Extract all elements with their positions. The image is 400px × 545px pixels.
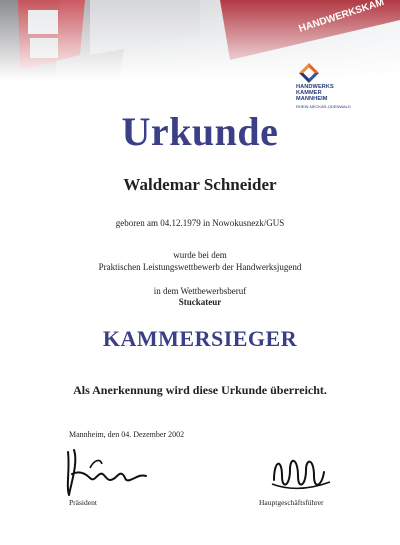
certificate-title: Urkunde (121, 109, 279, 154)
president-label: Präsident (69, 498, 97, 507)
president-signature (60, 440, 155, 500)
line-2: Praktischen Leistungswettbewerb der Handwerksjugend (98, 262, 302, 272)
birth-line: geboren am 04.12.1979 in Nowokusnezk/GUS (115, 218, 285, 228)
line-3: in dem Wettbewerbsberuf (153, 286, 247, 296)
recipient-name: Waldemar Schneider (123, 175, 277, 194)
place-date: Mannheim, den 04. Dezember 2002 (69, 430, 185, 439)
logo-line-1: HANDWERKS (296, 84, 334, 90)
hwk-logo-icon (298, 62, 320, 84)
logo-line-3: MANNHEIM (296, 96, 328, 102)
trade: Stuckateur (178, 297, 222, 307)
recognition-text: Als Anerkennung wird diese Urkunde überreicht. (73, 383, 327, 397)
award-title: KAMMERSIEGER (102, 326, 298, 351)
managing-director-signature (268, 450, 338, 495)
logo-subline: RHEIN-NECKAR-ODENWALD (296, 104, 351, 109)
line-1: wurde bei dem (173, 250, 227, 260)
managing-director-label: Hauptgeschäftsführer (259, 498, 324, 507)
logo-line-2: KAMMER (296, 90, 322, 96)
